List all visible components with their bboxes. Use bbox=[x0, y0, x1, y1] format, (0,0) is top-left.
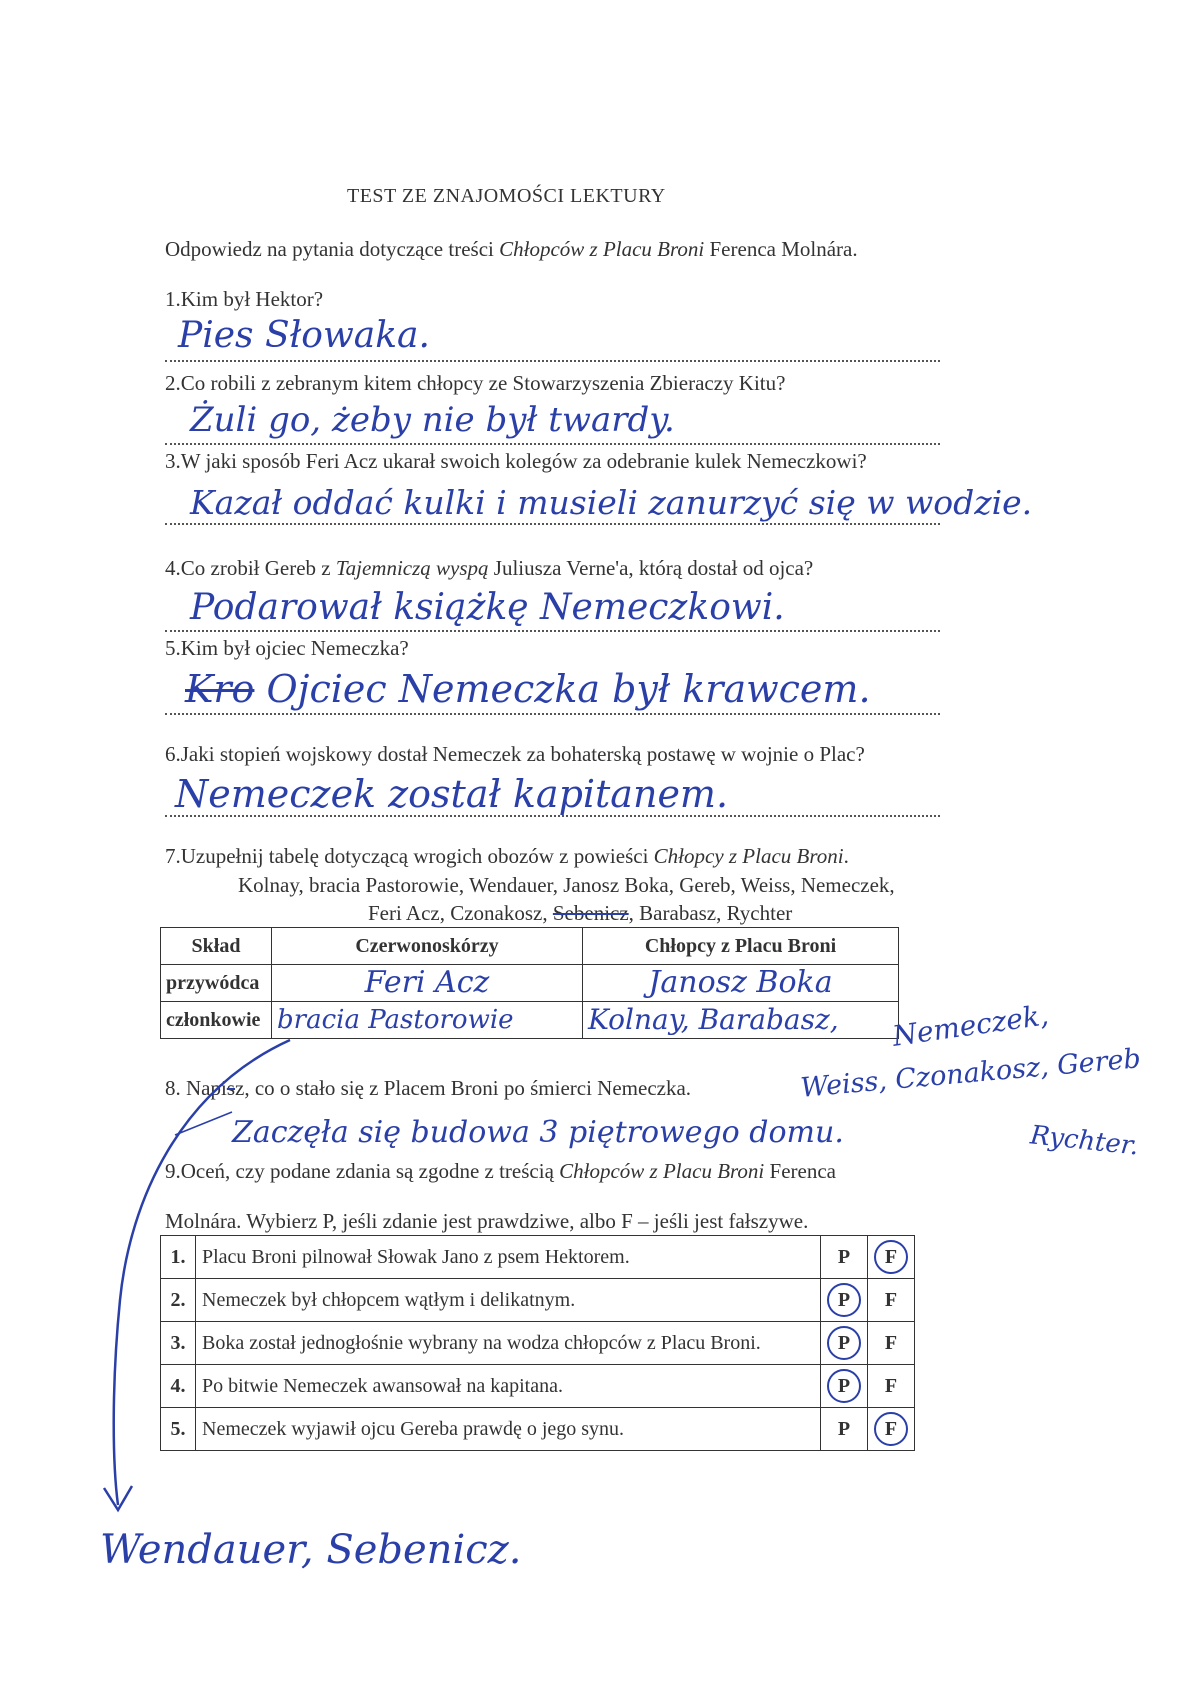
names-part: Feri Acz, Czonakosz, bbox=[368, 901, 553, 925]
question-8-answer: Zaczęła się budowa 3 piętrowego domu. bbox=[232, 1115, 844, 1150]
question-9-book: Chłopców z Placu Broni bbox=[559, 1159, 765, 1183]
question-8-text-end: z, co o stało się z Placem Broni po śmierci Nemeczka. bbox=[235, 1076, 692, 1100]
question-4-text-end: Juliusza Verne'a, którą dostał od ojca? bbox=[488, 556, 814, 580]
header-sklad: Skład bbox=[161, 928, 272, 965]
answer-red-leader: Feri Acz bbox=[364, 965, 490, 1000]
chosen-answer-circle: P bbox=[827, 1283, 861, 1317]
tf-statement: Boka został jednogłośnie wybrany na wodza chłopców z Placu Broni. bbox=[196, 1322, 821, 1365]
tf-num: 4. bbox=[161, 1365, 196, 1408]
names-part-end: , Barabasz, Rychter bbox=[628, 901, 793, 925]
question-9-text: 9.Oceń, czy podane zdania są zgodne z treścią bbox=[165, 1159, 560, 1183]
header-czerwonoskorzy: Czerwonoskórzy bbox=[272, 928, 583, 965]
intro-text-end: Ferenca Molnára. bbox=[704, 237, 858, 261]
overflow-answer-1: Nemeczek, bbox=[890, 998, 1051, 1053]
question-6-prompt: 6.Jaki stopień wojskowy dostał Nemeczek za bohaterską postawę w wojnie o Plac? bbox=[165, 742, 865, 766]
row-label-members: członkowie bbox=[161, 1002, 272, 1039]
intro-text: Odpowiedz na pytania dotyczące treści bbox=[165, 237, 500, 261]
question-9-text-end: Ferenca bbox=[764, 1159, 836, 1183]
names-struck: Sebenicz bbox=[552, 901, 629, 925]
arrow-line bbox=[114, 1040, 290, 1505]
question-3-prompt: 3.W jaki sposób Feri Acz ukarał swoich kolegów za odebranie kulek Nemeczkowi? bbox=[165, 449, 867, 473]
question-5-struck-word: Kro bbox=[185, 667, 255, 711]
question-5-answer: Ojciec Nemeczka był krawcem. bbox=[266, 667, 871, 711]
tf-option-f[interactable]: F bbox=[868, 1365, 915, 1408]
tf-statement: Po bitwie Nemeczek awansował na kapitana. bbox=[196, 1365, 821, 1408]
question-7-text-end: . bbox=[843, 844, 849, 868]
page-title: TEST ZE ZNAJOMOŚCI LEKTURY bbox=[347, 185, 666, 207]
question-1-prompt: 1.Kim był Hektor? bbox=[165, 287, 324, 311]
tf-num: 3. bbox=[161, 1322, 196, 1365]
tf-statement: Nemeczek był chłopcem wątłym i delikatnym. bbox=[196, 1279, 821, 1322]
header-chlopcy: Chłopcy z Placu Broni bbox=[583, 928, 899, 965]
question-4-answer: Podarował książkę Nemeczkowi. bbox=[190, 587, 785, 628]
tf-statement: Nemeczek wyjawił ojcu Gereba prawdę o jego synu. bbox=[196, 1408, 821, 1451]
answer-boys-leader: Janosz Boka bbox=[648, 965, 833, 1000]
question-7-text: 7.Uzupełnij tabelę dotyczącą wrogich obozów z powieści bbox=[165, 844, 654, 868]
question-8-struck: s bbox=[226, 1076, 236, 1100]
overflow-answer-2: Weiss, Czonakosz, Gereb bbox=[799, 1043, 1142, 1104]
tf-num: 5. bbox=[161, 1408, 196, 1451]
row-label-leader: przywódca bbox=[161, 965, 272, 1002]
arrow-tail-stroke bbox=[175, 1112, 232, 1135]
tf-option-f[interactable]: F bbox=[868, 1279, 915, 1322]
question-8-text: 8. Napi bbox=[165, 1076, 227, 1100]
tf-option-f[interactable]: F bbox=[868, 1322, 915, 1365]
question-7-names-1: Kolnay, bracia Pastorowie, Wendauer, Janosz Boka, Gereb, Weiss, Nemeczek, bbox=[238, 873, 895, 897]
question-2-prompt: 2.Co robili z zebranym kitem chłopcy ze Stowarzyszenia Zbieraczy Kitu? bbox=[165, 371, 786, 395]
question-4-book: Tajemniczą wyspą bbox=[335, 556, 489, 580]
chosen-answer-circle: F bbox=[874, 1412, 908, 1446]
tf-option-p[interactable]: P bbox=[821, 1408, 868, 1451]
answer-red-members: bracia Pastorowie bbox=[277, 1004, 514, 1035]
chosen-answer-circle: F bbox=[874, 1240, 908, 1274]
tf-num: 2. bbox=[161, 1279, 196, 1322]
question-4-text: 4.Co zrobił Gereb z bbox=[165, 556, 336, 580]
question-9-prompt-2: Molnára. Wybierz P, jeśli zdanie jest prawdziwe, albo F – jeśli jest fałszywe. bbox=[165, 1209, 809, 1233]
chosen-answer-circle: P bbox=[827, 1326, 861, 1360]
question-7-book: Chłopcy z Placu Broni bbox=[653, 844, 844, 868]
chosen-answer-circle: P bbox=[827, 1369, 861, 1403]
tf-num: 1. bbox=[161, 1236, 196, 1279]
tf-statement: Placu Broni pilnował Słowak Jano z psem Hektorem. bbox=[196, 1236, 821, 1279]
answer-boys-members: Kolnay, Barabasz, bbox=[588, 1002, 839, 1036]
question-6-answer: Nemeczek został kapitanem. bbox=[175, 772, 729, 816]
question-5-prompt: 5.Kim był ojciec Nemeczka? bbox=[165, 636, 409, 660]
overflow-answer-3: Rychter. bbox=[1028, 1120, 1141, 1162]
question-1-answer: Pies Słowaka. bbox=[178, 315, 430, 356]
tf-option-p[interactable]: P bbox=[821, 1236, 868, 1279]
question-2-answer: Żuli go, żeby nie był twardy. bbox=[190, 400, 675, 440]
intro-book-title: Chłopców z Placu Broni bbox=[499, 237, 705, 261]
arrow-answer: Wendauer, Sebenicz. bbox=[100, 1527, 522, 1573]
question-3-answer: Kazał oddać kulki i musieli zanurzyć się w wodzie. bbox=[190, 483, 1033, 522]
